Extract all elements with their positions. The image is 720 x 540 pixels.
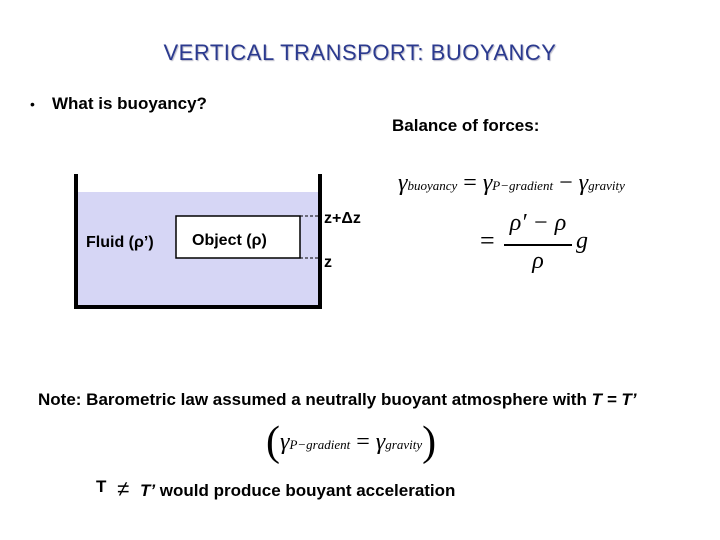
minus-sign: − bbox=[559, 170, 573, 196]
fraction-bar bbox=[504, 244, 572, 246]
inequality-line bbox=[96, 476, 455, 502]
temp-t: T bbox=[96, 477, 107, 496]
balance-label: Balance of forces: bbox=[392, 116, 540, 135]
gravity-factor: g bbox=[576, 228, 588, 254]
slide-title: VERTICAL TRANSPORT: BUOYANCY bbox=[163, 40, 557, 65]
sub-gravity: gravity bbox=[588, 178, 625, 193]
equation-neutral bbox=[266, 418, 436, 466]
level-top-label: z+Δz bbox=[324, 210, 361, 227]
fluid-label: Fluid (ρ’) bbox=[86, 234, 154, 251]
equals-sign: = bbox=[463, 170, 477, 196]
note-text bbox=[38, 390, 636, 410]
close-paren: ) bbox=[422, 419, 437, 465]
equation-equals: = bbox=[480, 226, 495, 255]
sub-buoyancy: buoyancy bbox=[407, 178, 458, 193]
sub-pgradient-2: P−gradient bbox=[289, 437, 351, 452]
object-label: Object (ρ) bbox=[192, 232, 267, 249]
equals-sign-2: = bbox=[356, 429, 370, 455]
temp-t-prime: T’ bbox=[139, 481, 156, 500]
gamma-gravity: γ bbox=[578, 170, 589, 196]
note-relation: T = T’ bbox=[591, 390, 637, 409]
gamma-gravity-2: γ bbox=[375, 429, 386, 455]
not-equal-symbol: ≠ bbox=[117, 476, 130, 501]
inequality-text: would produce bouyant acceleration bbox=[155, 481, 456, 500]
bullet-point: • bbox=[30, 96, 35, 112]
sub-gravity-2: gravity bbox=[385, 437, 423, 452]
open-paren: ( bbox=[266, 419, 280, 465]
gamma-buoyancy: γ bbox=[398, 170, 408, 196]
fraction-denominator: ρ bbox=[532, 248, 544, 274]
gamma-pgradient-2: γ bbox=[280, 429, 290, 455]
fraction-numerator: ρ′ − ρ bbox=[509, 210, 567, 236]
sub-pgradient: P−gradient bbox=[492, 178, 554, 193]
gamma-pgradient: γ bbox=[482, 170, 493, 196]
question-text: What is buoyancy? bbox=[52, 94, 207, 113]
equation-balance bbox=[398, 170, 625, 197]
note-body: Note: Barometric law assumed a neutrally buoyant atmosphere with bbox=[38, 390, 592, 409]
level-bottom-label: z bbox=[324, 254, 332, 271]
